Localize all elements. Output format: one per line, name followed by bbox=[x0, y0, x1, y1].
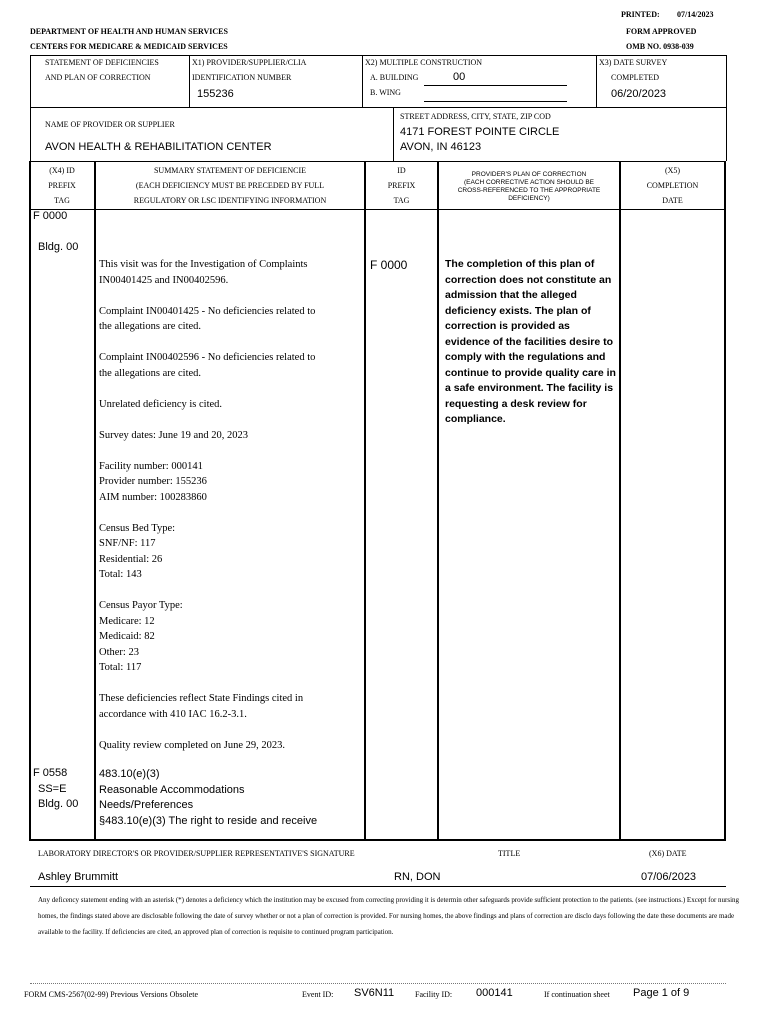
summary-paragraph bbox=[99, 459, 315, 506]
border bbox=[726, 55, 727, 107]
f558-regulation bbox=[99, 767, 317, 829]
border bbox=[30, 107, 31, 161]
summary-header-1: SUMMARY STATEMENT OF DEFICIENCIE bbox=[153, 166, 307, 175]
building-underline bbox=[424, 85, 567, 86]
f558-line: Reasonable Accommodations bbox=[99, 783, 245, 796]
printed-date: 07/14/2023 bbox=[677, 10, 714, 19]
summary-line: Census Payor Type: bbox=[99, 600, 183, 611]
border bbox=[393, 107, 394, 161]
signature-date: 07/06/2023 bbox=[641, 871, 697, 883]
printed-label: PRINTED: bbox=[621, 10, 660, 19]
summary-paragraph bbox=[99, 598, 315, 676]
x4-header-3: TAG bbox=[54, 196, 70, 205]
summary-line: Complaint IN00401425 - No deficiencies related to bbox=[99, 305, 316, 317]
event-label: Event ID: bbox=[302, 990, 334, 999]
summary-line: Quality review completed on June 29, 2023. bbox=[99, 739, 286, 751]
page-number: Page 1 of 9 bbox=[633, 987, 690, 999]
summary-line: Total: 117 bbox=[99, 662, 142, 673]
summary-paragraph bbox=[99, 304, 315, 335]
top-table-border bbox=[30, 55, 726, 56]
summary-header-3: REGULATORY OR LSC IDENTIFYING INFORMATION bbox=[133, 196, 327, 205]
summary-paragraph bbox=[99, 691, 315, 722]
summary-paragraph bbox=[99, 738, 315, 754]
summary-line: Medicaid: 82 bbox=[99, 631, 155, 642]
event-id: SV6N11 bbox=[354, 987, 395, 999]
id-tag-f0000: F 0000 bbox=[370, 258, 408, 272]
columns-header-top bbox=[30, 161, 726, 162]
body-bottom-border bbox=[29, 839, 726, 841]
bldg-label: Bldg. 00 bbox=[38, 241, 79, 253]
form-approved: FORM APPROVED bbox=[626, 27, 697, 36]
x5-header-1: (X5) bbox=[664, 166, 681, 175]
title-label: TITLE bbox=[498, 849, 521, 858]
top-table-divider bbox=[30, 107, 726, 108]
summary-line: Census Bed Type: bbox=[99, 522, 176, 534]
summary-paragraph bbox=[99, 257, 315, 288]
border bbox=[362, 55, 363, 107]
summary-line: SNF/NF: 117 bbox=[99, 538, 156, 549]
x5-header-3: DATE bbox=[662, 196, 683, 205]
summary-paragraph bbox=[99, 397, 315, 413]
x4-header-2: PREFIX bbox=[48, 181, 76, 190]
signer-name: Ashley Brummitt bbox=[38, 871, 119, 883]
col-border-summary bbox=[364, 161, 366, 840]
footer-divider bbox=[30, 983, 726, 984]
form-number: FORM CMS-2567(02-99) Previous Versions Obsolete bbox=[24, 990, 199, 999]
border bbox=[726, 107, 727, 161]
signer-title: RN, DON bbox=[394, 871, 441, 883]
continuation-label: If continuation sheet bbox=[544, 990, 610, 999]
f558-line: 483.10(e)(3) bbox=[99, 768, 160, 780]
border bbox=[189, 55, 190, 107]
col-border-left bbox=[29, 161, 31, 840]
signature-divider bbox=[30, 886, 726, 887]
id-header-2: PREFIX bbox=[387, 181, 416, 190]
deficiency-notice: Any deficency statement ending with an asterisk (*) denotes a deficiency which the institution may be excused from correcting providing it is determin other safeguards provide sufficient protection to the patients. (see instructions.) Except for nursing homes, the findings stated above are disclosable following the date of survey whether or not a plan of correction is provided. For nursing homes, the above findings and plans of correction are disclo days following the date these documents are made available to the facility. If deficiencies are cited, an approved plan of correction is requisite to continued program participation. bbox=[38, 896, 740, 936]
col-border-right bbox=[724, 161, 726, 840]
address-line-1: 4171 FOREST POINTE CIRCLE bbox=[400, 126, 560, 138]
border bbox=[30, 55, 31, 107]
centers-title: CENTERS FOR MEDICARE & MEDICAID SERVICES bbox=[30, 42, 228, 51]
summary-header-2: (EACH DEFICIENCY MUST BE PRECEDED BY FULL bbox=[135, 181, 325, 190]
wing-label: B. WING bbox=[370, 88, 401, 97]
plan-of-correction-text: The completion of this plan of correction does not constitute an admission that the alleged deficiency exists. The plan of correction is provided as evidence of the facilities desire to comply with the regulations and continue to provide quality care in a safe environment. The facility is requesting a desk review for compliance. bbox=[445, 258, 616, 425]
x5-header-2: COMPLETION bbox=[646, 181, 699, 190]
summary-line: These deficiencies reflect State Findings cited in bbox=[99, 693, 304, 704]
f558-line: §483.10(e)(3) The right to reside and receive bbox=[99, 814, 318, 827]
summary-line: Complaint IN00402596 - No deficiencies related to bbox=[99, 352, 316, 363]
id-header-3: TAG bbox=[393, 196, 410, 205]
summary-line: Facility number: 000141 bbox=[99, 460, 203, 472]
summary-paragraph bbox=[99, 521, 315, 583]
provider-name-label: NAME OF PROVIDER OR SUPPLIER bbox=[45, 120, 175, 129]
summary-line: the allegations are cited. bbox=[99, 367, 202, 379]
survey-date: 06/20/2023 bbox=[611, 88, 667, 100]
f558-line: Needs/Preferences bbox=[99, 799, 194, 811]
building-value: 00 bbox=[453, 71, 466, 83]
plan-header-1: PROVIDER'S PLAN OF CORRECTION bbox=[471, 171, 587, 178]
x1-label-1: X1) PROVIDER/SUPPLIER/CLIA bbox=[192, 58, 307, 67]
summary-line: the allegations are cited. bbox=[99, 321, 202, 332]
id-header-1: ID bbox=[397, 166, 406, 175]
plan-header-3: CROSS-REFERENCED TO THE APPROPRIATE bbox=[457, 187, 601, 194]
summary-line: accordance with 410 IAC 16.2-3.1. bbox=[99, 708, 247, 720]
x3-label-1: X3) DATE SURVEY bbox=[599, 58, 668, 67]
prefix-tag-f0000: F 0000 bbox=[33, 210, 68, 222]
summary-line: Unrelated deficiency is cited. bbox=[99, 398, 223, 410]
summary-line: Survey dates: June 19 and 20, 2023 bbox=[99, 429, 249, 441]
facility-label: Facility ID: bbox=[415, 990, 453, 999]
summary-line: Total: 143 bbox=[99, 569, 142, 580]
wing-underline bbox=[424, 101, 567, 102]
plan-header-2: (EACH CORRECTIVE ACTION SHOULD BE bbox=[463, 179, 595, 186]
omb-number: OMB NO. 0938-039 bbox=[626, 42, 694, 51]
summary-line: AIM number: 100283860 bbox=[99, 491, 207, 503]
provider-number: 155236 bbox=[197, 88, 234, 100]
summary-line: Residential: 26 bbox=[99, 553, 163, 565]
col-border-plan bbox=[619, 161, 621, 840]
col-border-id bbox=[437, 161, 439, 840]
department-title: DEPARTMENT OF HEALTH AND HUMAN SERVICES bbox=[30, 27, 228, 36]
summary-paragraph bbox=[99, 350, 315, 381]
plan-header-4: DEFICIENCY) bbox=[508, 195, 550, 202]
statement-label-2: AND PLAN OF CORRECTION bbox=[45, 73, 151, 82]
statement-label-1: STATEMENT OF DEFICIENCIES bbox=[45, 58, 159, 67]
col-border-x4 bbox=[94, 161, 96, 840]
summary-line: Provider number: 155236 bbox=[99, 476, 207, 487]
bldg-label: Bldg. 00 bbox=[38, 798, 79, 810]
x3-label-2: COMPLETED bbox=[611, 73, 659, 82]
summary-statement bbox=[99, 257, 315, 769]
border bbox=[596, 55, 597, 107]
provider-name: AVON HEALTH & REHABILITATION CENTER bbox=[45, 141, 272, 153]
summary-line: Medicare: 12 bbox=[99, 615, 155, 627]
signature-label: LABORATORY DIRECTOR'S OR PROVIDER/SUPPLIER REPRESENTATIVE'S SIGNATURE bbox=[38, 849, 355, 858]
summary-line: This visit was for the Investigation of Complaints bbox=[99, 259, 308, 270]
scope-severity: SS=E bbox=[38, 783, 67, 795]
facility-id: 000141 bbox=[476, 987, 513, 999]
columns-header-bottom bbox=[30, 209, 726, 210]
summary-line: IN00401425 and IN00402596. bbox=[99, 274, 229, 286]
x2-label: X2) MULTIPLE CONSTRUCTION bbox=[365, 58, 483, 67]
summary-paragraph bbox=[99, 428, 315, 444]
summary-line: Other: 23 bbox=[99, 646, 139, 658]
building-label: A. BUILDING bbox=[370, 73, 419, 82]
x1-label-2: IDENTIFICATION NUMBER bbox=[192, 73, 292, 82]
address-line-2: AVON, IN 46123 bbox=[400, 141, 482, 153]
x4-header-1: (X4) ID bbox=[49, 166, 75, 175]
x6-date-label: (X6) DATE bbox=[649, 849, 687, 858]
prefix-tag-f0558: F 0558 bbox=[33, 767, 68, 779]
address-label: STREET ADDRESS, CITY, STATE, ZIP COD bbox=[400, 112, 551, 121]
